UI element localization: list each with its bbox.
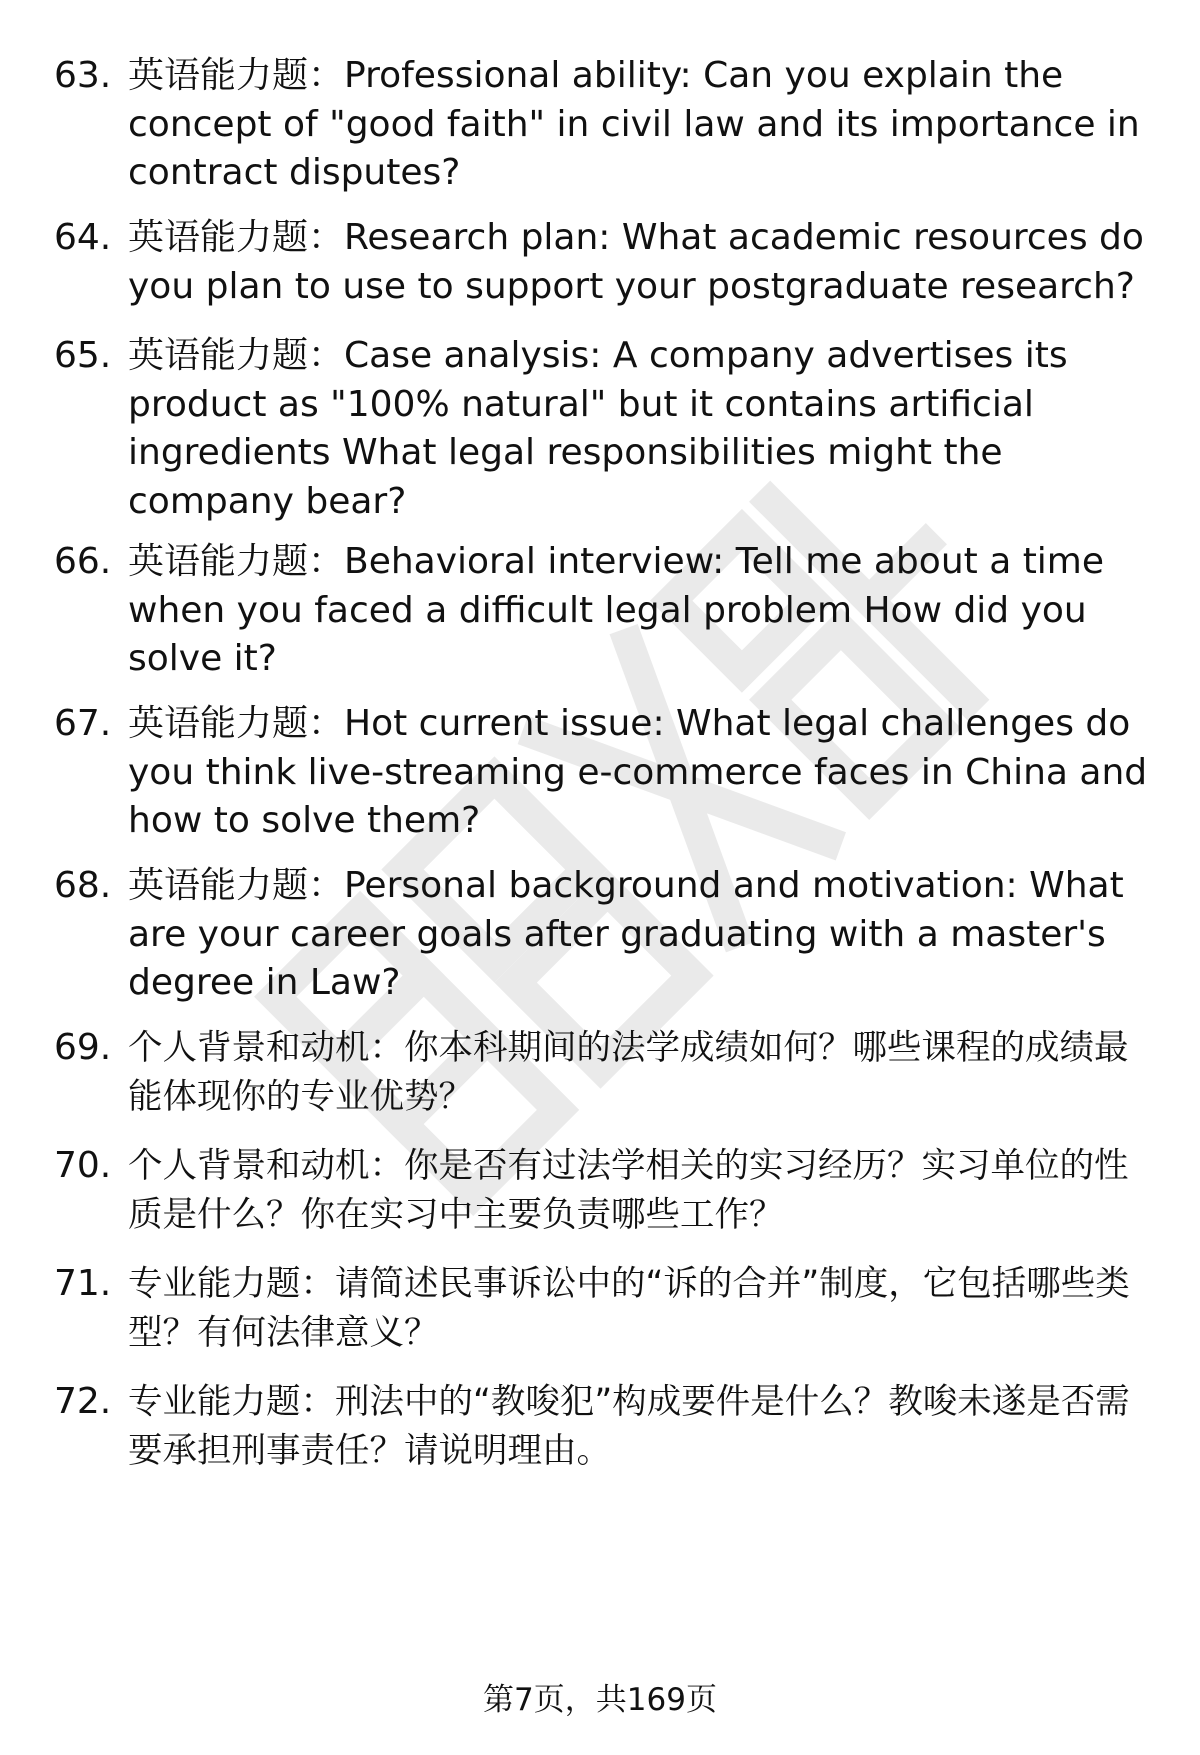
- question-number: 71.: [54, 1263, 112, 1304]
- question-text: 专业能力题：刑法中的“教唆犯”构成要件是什么？教唆未遂是否需要承担刑事责任？请说明理由。: [128, 1382, 1130, 1471]
- question-text: 个人背景和动机：你本科期间的法学成绩如何？哪些课程的成绩最能体现你的专业优势？: [128, 1028, 1129, 1117]
- question-text: 英语能力题：Research plan: What academic resources do you plan to use to support your postgraduate research?: [128, 217, 1144, 307]
- question-number: 68.: [54, 865, 112, 906]
- question-text: 英语能力题：Behavioral interview: Tell me about a time when you faced a difficult legal problem How did you solve it?: [128, 541, 1105, 679]
- question-number: 69.: [54, 1027, 112, 1068]
- question-number: 65.: [54, 335, 112, 376]
- question-text: 专业能力题：请简述民事诉讼中的“诉的合并”制度，它包括哪些类型？有何法律意义？: [128, 1264, 1130, 1353]
- question-number: 66.: [54, 541, 112, 582]
- question-number: 64.: [54, 217, 112, 258]
- question-text: 英语能力题：Case analysis: A company advertises its product as "100% natural" but it contains artificial ingredients What legal responsibilities might the company bear?: [128, 335, 1068, 522]
- question-number: 63.: [54, 55, 112, 96]
- page-footer: 第7页，共169页: [483, 1682, 717, 1718]
- question-number: 70.: [54, 1145, 112, 1186]
- question-text: 个人背景和动机：你是否有过法学相关的实习经历？实习单位的性质是什么？你在实习中主要负责哪些工作？: [128, 1146, 1129, 1235]
- question-text: 英语能力题：Personal background and motivation: What are your career goals after graduating with a master's degree in Law?: [128, 865, 1124, 1003]
- question-number: 67.: [54, 703, 112, 744]
- question-number: 72.: [54, 1381, 112, 1422]
- question-text: 英语能力题：Professional ability: Can you explain the concept of "good faith" in civil law and its importance in contract disputes?: [128, 55, 1140, 193]
- question-text: 英语能力题：Hot current issue: What legal challenges do you think live-streaming e-commerce faces in China and how to solve them?: [128, 703, 1148, 841]
